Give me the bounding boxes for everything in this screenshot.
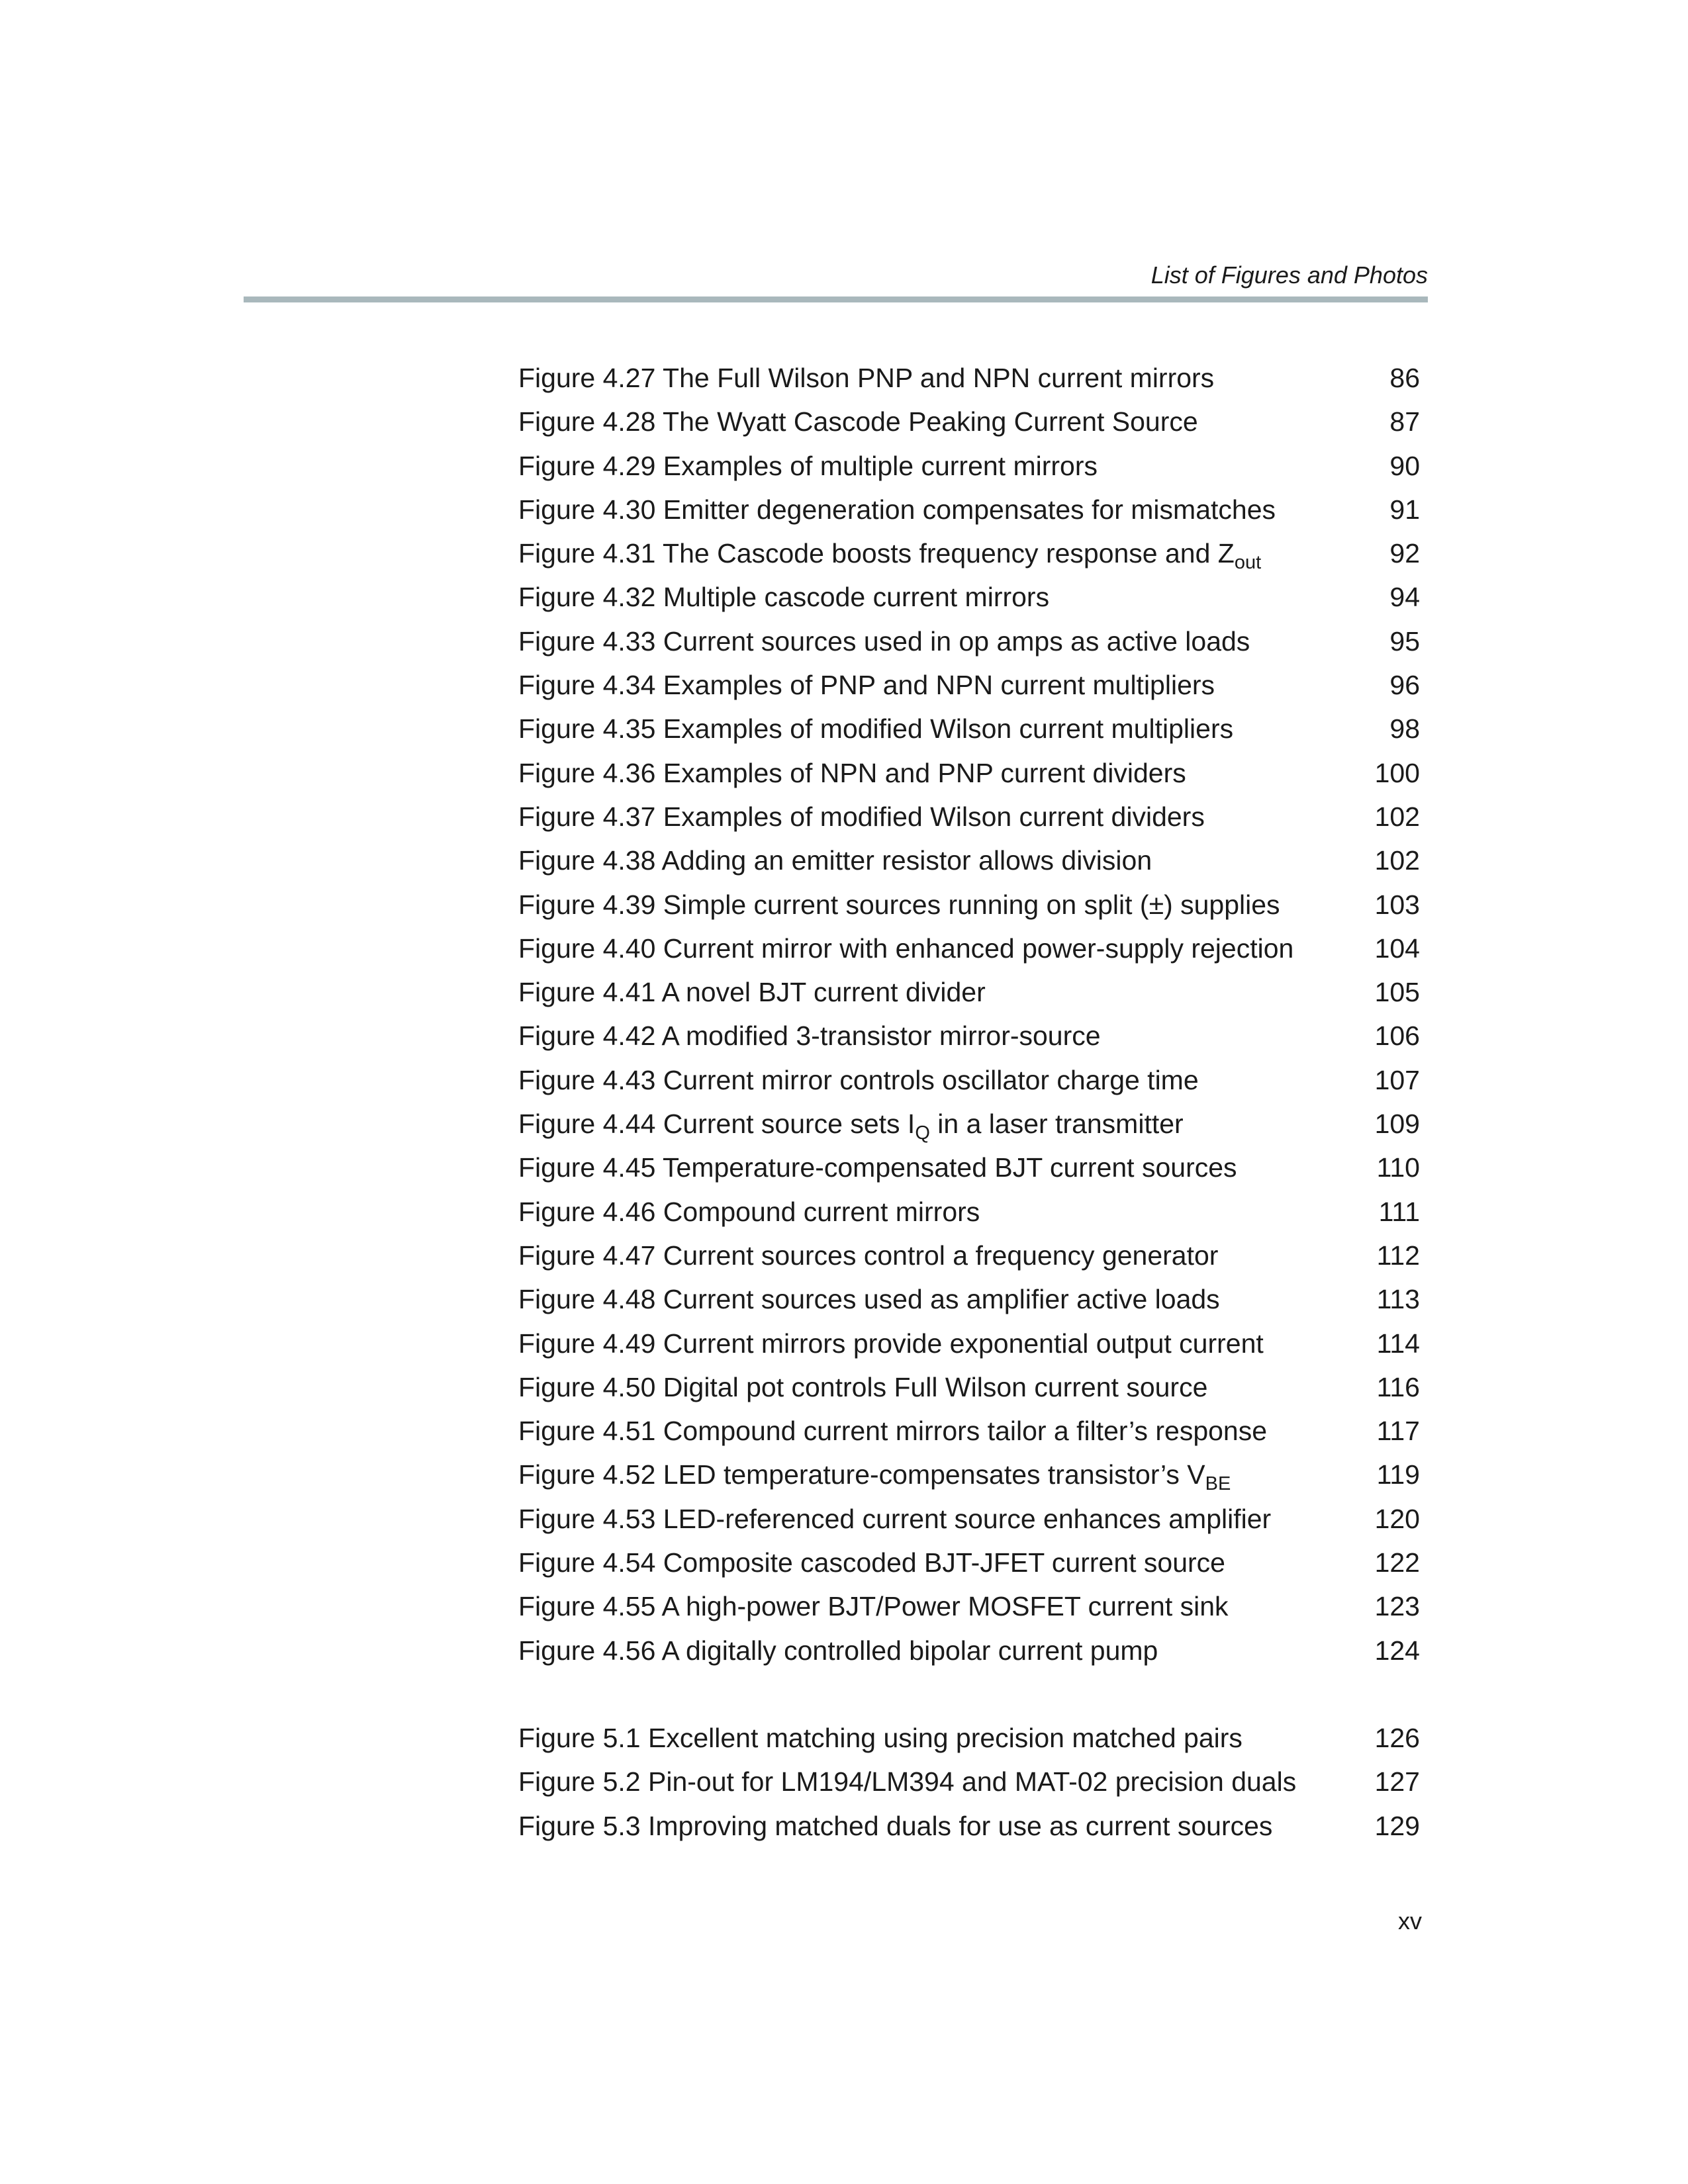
figure-page-number: 112 bbox=[1376, 1240, 1420, 1271]
list-item bbox=[518, 1629, 1420, 1672]
figure-title bbox=[518, 663, 1215, 707]
figure-title bbox=[518, 1584, 1229, 1628]
figure-title bbox=[518, 1058, 1199, 1102]
figure-title bbox=[518, 1453, 1231, 1496]
list-item bbox=[518, 1322, 1420, 1365]
figure-page-number: 123 bbox=[1374, 1591, 1420, 1622]
figure-page-number: 107 bbox=[1374, 1064, 1420, 1095]
list-item bbox=[518, 400, 1420, 443]
figure-page-number: 90 bbox=[1389, 450, 1420, 481]
figure-page-number: 119 bbox=[1376, 1459, 1420, 1490]
figure-page-number: 113 bbox=[1376, 1284, 1420, 1315]
figure-page-number: 86 bbox=[1389, 363, 1420, 393]
figure-title-text: Figure 4.41 A novel BJT current divider bbox=[518, 977, 986, 1008]
figure-page-number: 126 bbox=[1374, 1722, 1420, 1753]
list-item bbox=[518, 575, 1420, 619]
figure-title bbox=[518, 839, 1152, 882]
figure-title bbox=[518, 1716, 1243, 1760]
figure-title-text: Figure 4.33 Current sources used in op amps as active loads bbox=[518, 625, 1250, 657]
figure-title bbox=[518, 1760, 1296, 1803]
figure-title bbox=[518, 1234, 1218, 1277]
figure-page-number: 110 bbox=[1376, 1152, 1420, 1183]
figure-title-text: Figure 4.35 Examples of modified Wilson current multipliers bbox=[518, 713, 1234, 745]
figure-page-number: 117 bbox=[1376, 1416, 1420, 1447]
figure-page-number: 100 bbox=[1374, 757, 1420, 788]
list-item bbox=[518, 488, 1420, 531]
figure-title-subscript: Q bbox=[915, 1122, 930, 1144]
figure-title bbox=[518, 1322, 1264, 1365]
list-item bbox=[518, 531, 1420, 575]
figure-title bbox=[518, 1014, 1101, 1058]
figure-title-text: Figure 4.52 LED temperature-compensates transistor’s V bbox=[518, 1459, 1205, 1490]
figure-page-number: 124 bbox=[1374, 1635, 1420, 1666]
figure-page-number: 98 bbox=[1389, 713, 1420, 745]
figure-page-number: 103 bbox=[1374, 889, 1420, 920]
figure-page-number: 120 bbox=[1374, 1503, 1420, 1534]
figure-title-text: Figure 4.48 Current sources used as amplifier active loads bbox=[518, 1284, 1220, 1315]
list-item bbox=[518, 356, 1420, 400]
list-item bbox=[518, 1497, 1420, 1541]
list-item bbox=[518, 663, 1420, 707]
figure-title-text: Figure 4.46 Compound current mirrors bbox=[518, 1196, 980, 1227]
figure-title bbox=[518, 927, 1293, 970]
figure-title-text: Figure 4.37 Examples of modified Wilson current dividers bbox=[518, 801, 1205, 832]
figure-title bbox=[518, 1365, 1207, 1409]
list-item bbox=[518, 1102, 1420, 1146]
figure-title-text: Figure 4.40 Current mirror with enhanced power-supply rejection bbox=[518, 933, 1294, 964]
figure-page-number: 127 bbox=[1374, 1766, 1420, 1797]
figure-title bbox=[518, 1497, 1271, 1541]
figure-title bbox=[518, 795, 1205, 839]
list-item bbox=[518, 795, 1420, 839]
figure-title-text: Figure 4.42 A modified 3-transistor mirror-source bbox=[518, 1021, 1101, 1052]
figure-title-text: Figure 4.28 The Wyatt Cascode Peaking Current Source bbox=[518, 406, 1198, 437]
figure-title-text: Figure 4.56 A digitally controlled bipolar current pump bbox=[518, 1635, 1158, 1666]
figure-page-number: 102 bbox=[1374, 845, 1420, 876]
figure-title-text: Figure 4.50 Digital pot controls Full Wilson current source bbox=[518, 1371, 1208, 1402]
figure-title bbox=[518, 1277, 1220, 1321]
list-item bbox=[518, 619, 1420, 663]
figure-title bbox=[518, 400, 1198, 443]
list-item bbox=[518, 1234, 1420, 1277]
list-item bbox=[518, 1804, 1420, 1848]
figure-title bbox=[518, 1541, 1225, 1584]
figure-title bbox=[518, 1102, 1184, 1146]
figure-title-text: Figure 4.49 Current mirrors provide exponential output current bbox=[518, 1328, 1264, 1359]
figure-title-text: Figure 4.31 The Cascode boosts frequency response and Z bbox=[518, 538, 1235, 569]
figure-title-text: Figure 4.45 Temperature-compensated BJT current sources bbox=[518, 1152, 1237, 1183]
figure-title bbox=[518, 1629, 1158, 1672]
page-number: xv bbox=[1398, 1907, 1422, 1934]
figure-title-text: Figure 4.47 Current sources control a frequency generator bbox=[518, 1240, 1219, 1271]
figure-page-number: 106 bbox=[1374, 1021, 1420, 1052]
figure-title-text: Figure 4.27 The Full Wilson PNP and NPN current mirrors bbox=[518, 363, 1215, 393]
figure-title-text: Figure 4.29 Examples of multiple current mirrors bbox=[518, 450, 1098, 481]
figure-page-number: 122 bbox=[1374, 1547, 1420, 1578]
list-item bbox=[518, 1058, 1420, 1102]
figure-title-text: Figure 4.39 Simple current sources running on split (±) supplies bbox=[518, 889, 1280, 920]
figure-page-number: 96 bbox=[1389, 670, 1420, 701]
figure-page-number: 87 bbox=[1389, 406, 1420, 437]
figure-page-number: 104 bbox=[1374, 933, 1420, 964]
figure-title bbox=[518, 883, 1280, 927]
list-item bbox=[518, 1409, 1420, 1453]
figure-title-text: Figure 4.30 Emitter degeneration compensates for mismatches bbox=[518, 494, 1276, 525]
list-item bbox=[518, 927, 1420, 970]
figure-title bbox=[518, 619, 1250, 663]
figure-group bbox=[518, 356, 1420, 1672]
running-header-title: List of Figures and Photos bbox=[1150, 261, 1428, 289]
list-item bbox=[518, 839, 1420, 882]
figure-title bbox=[518, 356, 1214, 400]
list-item bbox=[518, 1716, 1420, 1760]
figure-title bbox=[518, 531, 1261, 575]
list-item bbox=[518, 1146, 1420, 1189]
figure-title bbox=[518, 444, 1098, 488]
figure-title bbox=[518, 1804, 1272, 1848]
list-item bbox=[518, 1453, 1420, 1496]
list-item bbox=[518, 1365, 1420, 1409]
figure-title bbox=[518, 751, 1186, 795]
list-item bbox=[518, 707, 1420, 751]
figure-page-number: 94 bbox=[1389, 582, 1420, 613]
list-item bbox=[518, 1014, 1420, 1058]
list-item bbox=[518, 751, 1420, 795]
figure-page-number: 129 bbox=[1374, 1810, 1420, 1841]
figure-page-number: 91 bbox=[1389, 494, 1420, 525]
figure-title-subscript: BE bbox=[1205, 1473, 1231, 1495]
figure-page-number: 105 bbox=[1374, 977, 1420, 1008]
figure-title bbox=[518, 488, 1276, 531]
figure-title bbox=[518, 1146, 1237, 1189]
list-of-figures bbox=[518, 356, 1420, 1848]
list-item bbox=[518, 1277, 1420, 1321]
header-rule bbox=[244, 296, 1428, 302]
figure-title bbox=[518, 1190, 980, 1234]
list-item bbox=[518, 1760, 1420, 1803]
figure-title-text: Figure 4.54 Composite cascoded BJT-JFET current source bbox=[518, 1547, 1225, 1578]
figure-page-number: 116 bbox=[1376, 1371, 1420, 1402]
figure-title-text: Figure 4.44 Current source sets I bbox=[518, 1109, 915, 1140]
figure-title-text: Figure 4.36 Examples of NPN and PNP current dividers bbox=[518, 757, 1186, 788]
figure-group bbox=[518, 1716, 1420, 1848]
figure-title-text: Figure 4.34 Examples of PNP and NPN current multipliers bbox=[518, 670, 1215, 701]
list-item bbox=[518, 970, 1420, 1014]
figure-title-text: Figure 4.55 A high-power BJT/Power MOSFET current sink bbox=[518, 1591, 1229, 1622]
list-item bbox=[518, 444, 1420, 488]
figure-title bbox=[518, 1409, 1267, 1453]
figure-page-number: 102 bbox=[1374, 801, 1420, 832]
figure-page-number: 111 bbox=[1378, 1196, 1420, 1227]
figure-page-number: 95 bbox=[1389, 625, 1420, 657]
figure-title-text: Figure 4.32 Multiple cascode current mirrors bbox=[518, 582, 1050, 613]
figure-page-number: 114 bbox=[1376, 1328, 1420, 1359]
list-item bbox=[518, 883, 1420, 927]
figure-page-number: 92 bbox=[1389, 538, 1420, 569]
figure-title-text: Figure 4.53 LED-referenced current source enhances amplifier bbox=[518, 1503, 1272, 1534]
figure-title bbox=[518, 707, 1233, 751]
figure-title-text: Figure 5.2 Pin-out for LM194/LM394 and MAT-02 precision duals bbox=[518, 1766, 1297, 1797]
list-item bbox=[518, 1541, 1420, 1584]
figure-title-text: Figure 4.43 Current mirror controls oscillator charge time bbox=[518, 1064, 1199, 1095]
figure-title-subscript: out bbox=[1234, 552, 1262, 574]
figure-title-text: Figure 4.51 Compound current mirrors tailor a filter’s response bbox=[518, 1416, 1268, 1447]
list-item bbox=[518, 1584, 1420, 1628]
figure-title-text: Figure 5.1 Excellent matching using precision matched pairs bbox=[518, 1722, 1243, 1753]
figure-title bbox=[518, 575, 1049, 619]
figure-title-continuation: in a laser transmitter bbox=[929, 1109, 1184, 1140]
figure-title-text: Figure 4.38 Adding an emitter resistor allows division bbox=[518, 845, 1152, 876]
list-item bbox=[518, 1190, 1420, 1234]
figure-page-number: 109 bbox=[1374, 1109, 1420, 1140]
figure-title bbox=[518, 970, 986, 1014]
figure-title-text: Figure 5.3 Improving matched duals for use as current sources bbox=[518, 1810, 1273, 1841]
